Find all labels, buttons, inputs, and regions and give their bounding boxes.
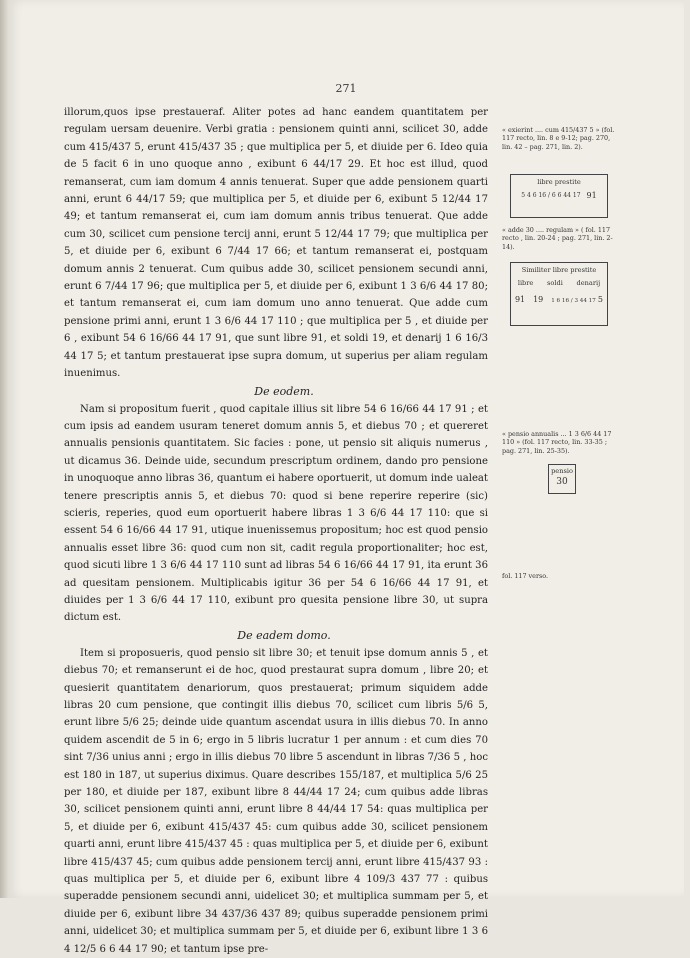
paragraph-3: Item si proposueris, quod pensio sit libre 30; et tenuit ipse domum annis 5 , et diebus 70; et remanserunt ei de hoc, quod prestaurat supra domum , libre 20; et quesierit quantitatem denariorum, quos prestauerat; primum siquidem adde libras 20 cum pensione, que contingit illis diebus 70, scilicet cum libris 5/6 5, erunt libre 5/6 25; deinde uide quantum ascendat usura in illis diebus 70. In anno quidem ascendit de 5 in 6; ergo in 5 libris lucratur 1 per annum : et cum dies 70 sint 7/36 unius anni ; ergo in illis diebus 70 libre 5 ascendunt in libras 7/36 5 , hoc est 180 in 187, ut superius diximus. Quare describes 155/187, et multiplica 5/6 25 per 180, et diuide per 187, exibunt libre 8 44/44 17 24; cum quibus adde libras 30, scilicet pensionem quinti anni, erunt libre 8 44/44 17 54: quas multiplica per 5, et diuide per 6, exibunt 415/437 45: cum quibus adde 30, scilicet pensionem quarti anni, erunt libre 415/437 45 : quas multiplica per 5, et diuide per 6, exibunt libre 415/437 45; cum quibus adde pensionem tercij anni, erunt libre 415/437 93 : quas multiplica per 5, et diuide per 6, exibunt libre 4 109/3 437 77 : quibus superadde pensionem secundi anni, uidelicet 30; et multiplica summam per 5, et diuide per 6, exibunt libre 34 437/36 437 89; quibus superadde pensionem primi anni, uidelicet 30; et multiplica summam per 5, et diuide per 6, exibunt libre 1 3 6 4 12/5 6 6 44 17 90; et tantum ipse pre- — [64, 647, 488, 955]
summary-box-pensio — [548, 464, 576, 494]
margin-note-4: fol. 117 verso. — [502, 572, 549, 580]
binding-spine — [0, 0, 8, 898]
col-denarij: denarij — [576, 279, 601, 287]
col-soldi: soldi — [547, 279, 563, 287]
val-denarij-fraction: 1 6 16 / 3 44 17 — [551, 298, 596, 304]
paragraph-2: Nam si propositum fuerit , quod capitale illius sit libre 54 6 16/66 44 17 91 ; et cum ipsis ad eandem usuram teneret domum annis 5, et diebus 70 ; et quereret annualis pensionis quantitatem. Sic facies : pone, ut pensio sit aliquis numerus , ut dicamus 36. Deinde uide, secundum prescriptum ordinem, dando pro pensione in unoquoque anno libras 36, quantum ei habere oportuerit, ut domum inde ualeat tenere prescriptis annis 5, et diebus 70: quod si bene reperire reperire (sic) scieris, reperies, quod eum oportuerit habere libras 1 3 6/6 44 17 110: que si essent 54 6 16/66 44 17 91, utique inuenissemus propositum; hoc est quod pensio annualis esset libre 36: quod cum non sit, cadit regula proportionaliter; hoc est, quod sicuti libre 1 3 6/6 44 17 110 sunt ad libras 54 6 16/66 44 17 91, ita erunt 36 ad quesitam pensionem. Multiplicabis igitur 36 per 54 6 16/66 44 17 91, et diuides per 1 3 6/6 44 17 110, exibunt pro quesita pensione libre 30, ut supra dictum est. — [64, 403, 488, 624]
val-libre: 91 — [514, 295, 526, 304]
book-page — [8, 0, 684, 955]
col-libre: libre — [517, 279, 534, 287]
box-title: pensio — [551, 467, 573, 475]
box-value: 30 — [556, 477, 568, 487]
summary-box-prestite — [510, 174, 608, 218]
val-soldi: 19 — [533, 295, 544, 304]
margin-note-1: « exierint .... cum 415/437 5 » (fol. 117 recto, lin. 8 e 9-12; pag. 270, lin. 42 – pag. 271, lin. 2). — [502, 126, 615, 151]
paragraph-1: illorum,quos ipse prestaueraf. Aliter potes ad hanc eandem quantitatem per regulam uersam deuenire. Verbi gratia : pensionem quinti anni, scilicet 30, adde cum 415/437 5, erunt 415/437 35 ; que multiplica per 5, et diuide per 6. Ideo quia de 5 facit 6 in uno quoque anno , exibunt 6 44/17 29. Et hoc est illud, quod remanserat, cum iam domum 4 annis tenuerat. Super que adde pensionem quarti anni, erunt 6 44/17 59; que multiplica per 5, et diuide per 6, exibunt 5 12/44 17 49; et tantum remanserat ei, cum iam domum annis tribus tenuerat. Que adde cum 30, scilicet cum pensione tercij anni, erunt 5 12/44 17 79; que multiplica per 5, et diuide per 6, exibunt 6 7/44 17 66; et tantum remanserat ei, postquam domum annis 2 tenuerat. Cum quibus adde 30, scilicet pensionem secundi anni, erunt 6 7/44 17 96; que multiplica per 5, et diuide per 6, exibunt 1 3 6/6 44 17 80; et tantum remanserat ei, cum iam domum uno anno tenuerat. Que adde cum pensione primi anni, erunt 1 3 6/6 44 17 110 ; que multiplica per 5 , et diuide per 6 , exibunt 54 6 16/66 44 17 91, que sunt libre 91, et soldi 19, et denarij 1 6 16/3 44 17 5; et tantum prestauerat ipse supra domum, ut superius per aliam regulam inuenimus. — [64, 107, 488, 380]
section-heading-de-eodem: De eodem. — [254, 384, 314, 398]
box-value: 91 — [586, 191, 597, 200]
val-denarij: 5 — [597, 295, 604, 304]
summary-box-similiter — [510, 262, 608, 326]
box-title: Similiter libre prestite — [521, 266, 597, 274]
page-number: 271 — [335, 82, 357, 95]
margin-note-2: « adde 30 .... regulam » ( fol. 117 recto , lin. 20-24 ; pag. 271, lin. 2-14). — [502, 226, 613, 251]
margin-note-3: « pensio annualis ... 1 3 6/6 44 17 110 » (fol. 117 recto, lin. 33-35 ; pag. 271, lin. 25-35). — [502, 430, 612, 455]
box-fraction: 5 4 6 16 / 6 6 44 17 — [521, 192, 581, 199]
box-title: libre prestite — [537, 178, 581, 186]
main-text-column — [64, 104, 488, 958]
section-heading-de-eadem-domo: De eadem domo. — [237, 628, 331, 642]
